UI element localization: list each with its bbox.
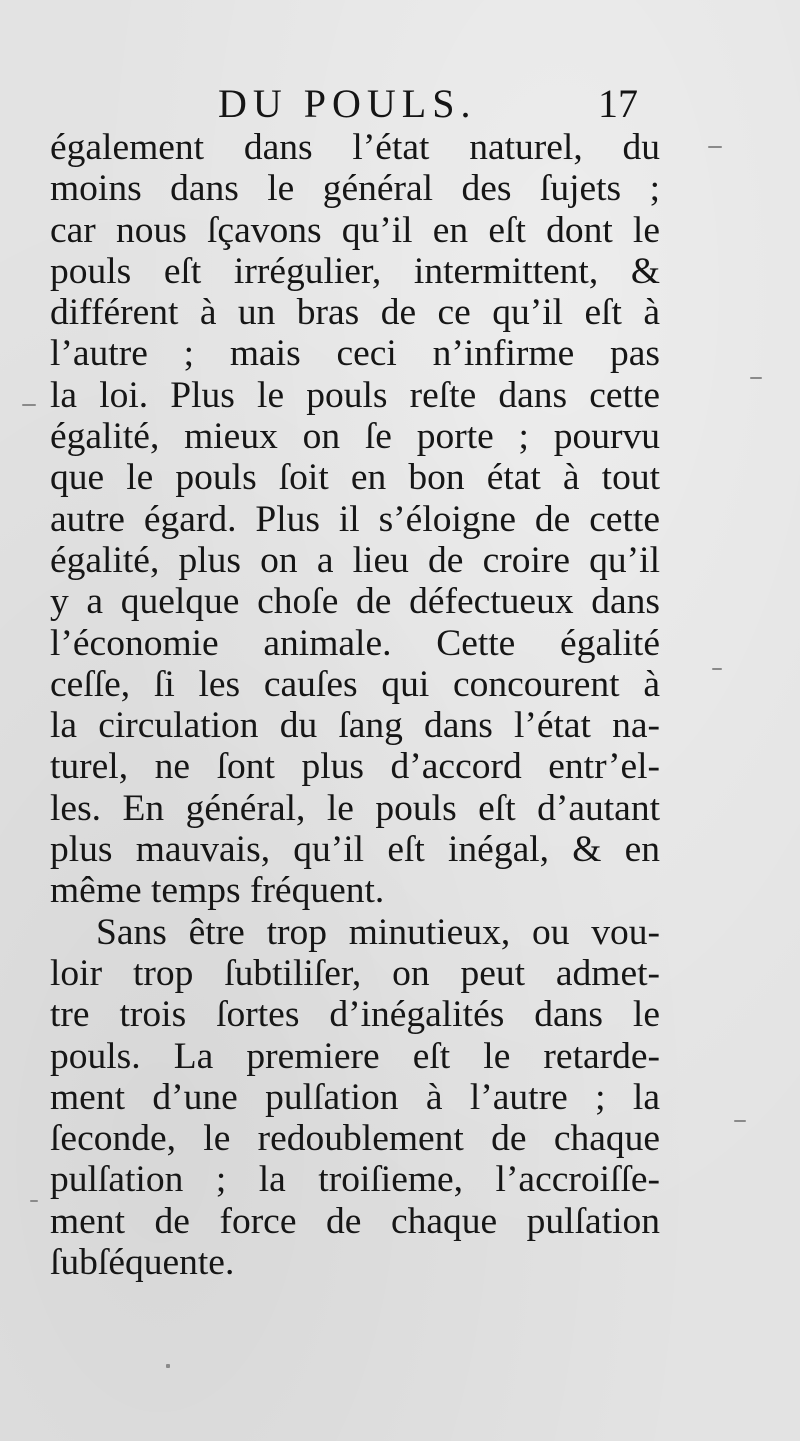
text-line: que le pouls ſoit en bon état à tout <box>50 457 660 499</box>
text-line: y a quelque choſe de défectueux dans <box>50 581 660 623</box>
body-text <box>50 127 660 1283</box>
text-line: turel, ne ſont plus d’accord entr’el- <box>50 746 660 788</box>
text-line: plus mauvais, qu’il eſt inégal, & en <box>50 829 660 871</box>
text-line: Sans être trop minutieux, ou vou- <box>96 911 660 953</box>
text-line: égalité, mieux on ſe porte ; pourvu <box>50 416 660 458</box>
text-line: même temps fréquent. <box>50 870 385 912</box>
running-title: DU POULS. <box>218 81 477 126</box>
text-line: ment de force de chaque pulſation <box>50 1200 660 1242</box>
text-line: égalité, plus on a lieu de croire qu’il <box>50 539 660 581</box>
text-line: ceſſe, ſi les cauſes qui concourent à <box>50 663 660 705</box>
page-number: 17 <box>598 81 638 126</box>
margin-mark <box>22 404 36 406</box>
margin-mark <box>30 1200 38 1202</box>
paragraph-2 <box>50 912 660 1284</box>
text-line: l’économie animale. Cette égalité <box>50 622 660 664</box>
text-line: ſeconde, le redoublement de chaque <box>50 1118 660 1160</box>
text-line: car nous ſçavons qu’il en eſt dont le <box>50 209 660 251</box>
text-line: ſubſéquente. <box>50 1242 235 1284</box>
margin-mark <box>734 1120 746 1122</box>
text-line: différent à un bras de ce qu’il eſt à <box>50 292 660 334</box>
margin-mark <box>708 146 722 148</box>
margin-mark <box>166 1364 170 1368</box>
text-line: pulſation ; la troiſieme, l’accroiſſe- <box>50 1159 660 1201</box>
margin-mark <box>712 668 722 670</box>
text-line: la circulation du ſang dans l’état na- <box>50 705 660 747</box>
text-line: pouls. La premiere eſt le retarde- <box>50 1035 660 1077</box>
text-line: l’autre ; mais ceci n’infirme pas <box>50 333 660 375</box>
text-line: tre trois ſortes d’inégalités dans le <box>50 994 660 1036</box>
text-line: la loi. Plus le pouls reſte dans cette <box>50 374 660 416</box>
text-line: ment d’une pulſation à l’autre ; la <box>50 1076 660 1118</box>
paragraph-1 <box>50 127 660 912</box>
text-line: autre égard. Plus il s’éloigne de cette <box>50 498 660 540</box>
text-line: les. En général, le pouls eſt d’autant <box>50 787 660 829</box>
text-line: loir trop ſubtiliſer, on peut admet- <box>50 952 660 994</box>
text-line: moins dans le général des ſujets ; <box>50 168 660 210</box>
margin-mark <box>750 377 762 379</box>
text-line: également dans l’état naturel, du <box>50 127 660 168</box>
text-line: pouls eſt irrégulier, intermittent, & <box>50 250 660 292</box>
